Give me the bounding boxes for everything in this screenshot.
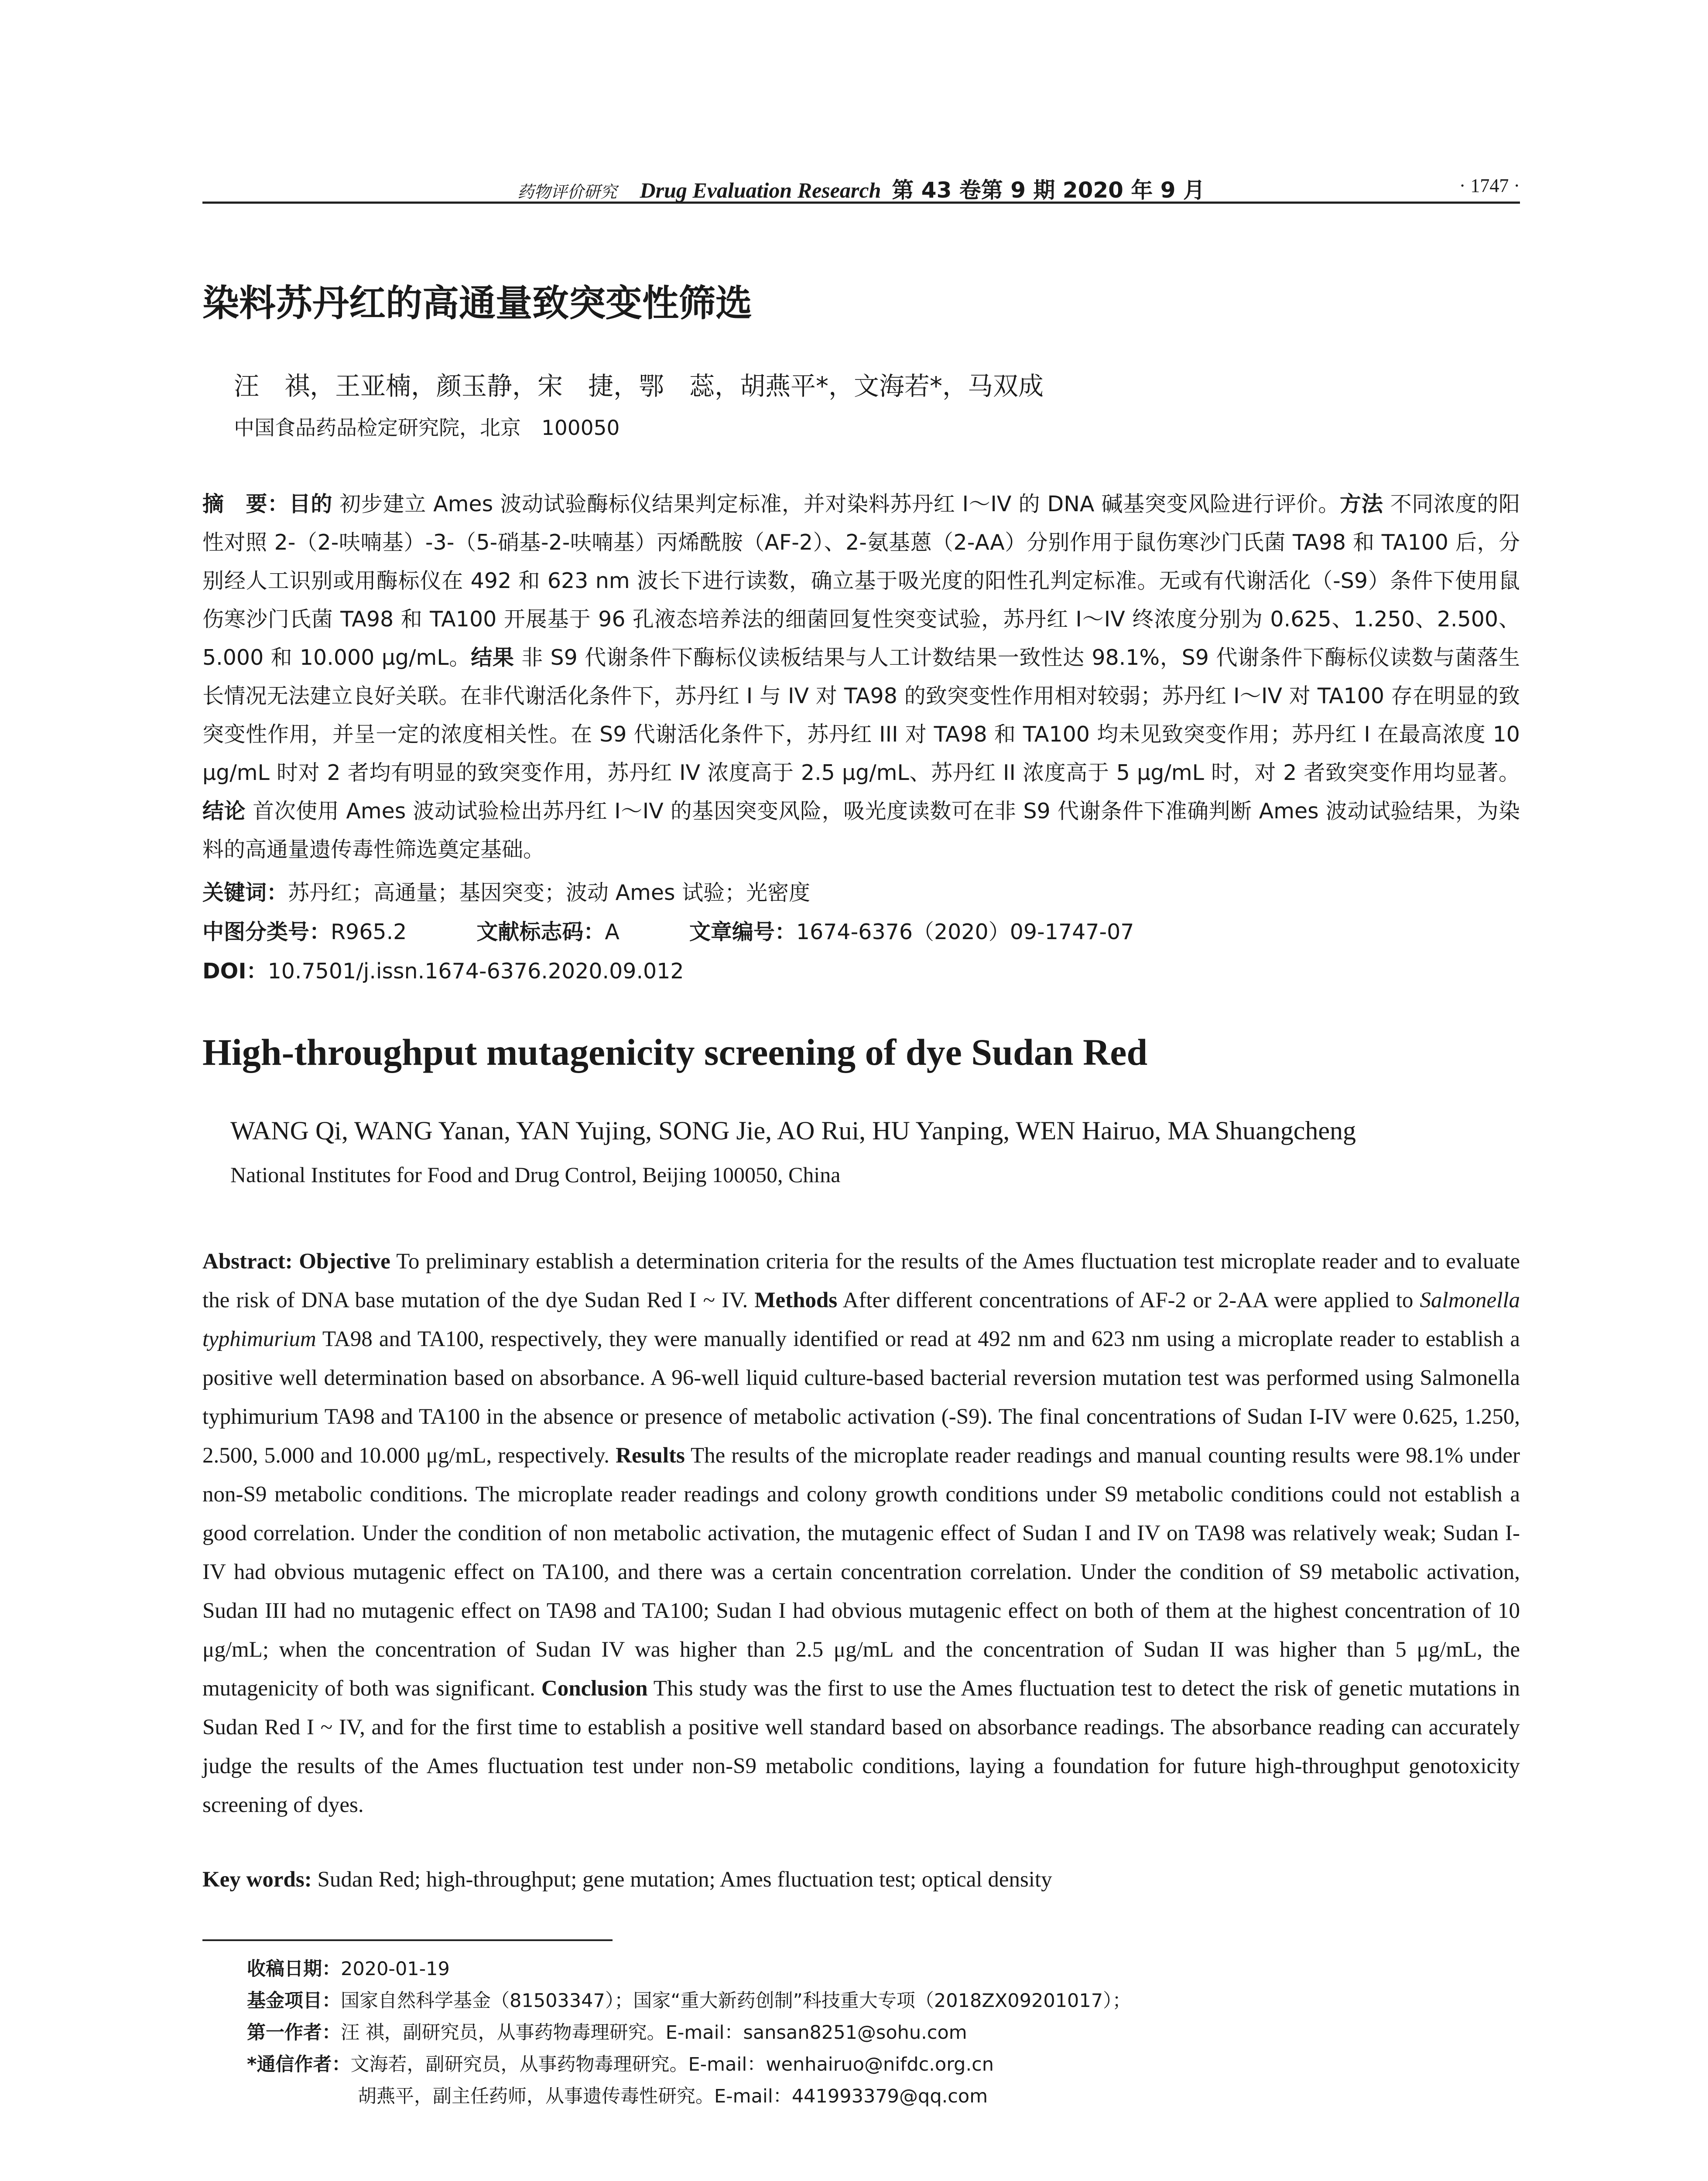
footnotes bbox=[247, 1953, 1131, 2113]
running-header bbox=[202, 169, 1520, 204]
article-no-value: 1674-6376（2020）09-1747-07 bbox=[796, 920, 1134, 944]
doi-value: 10.7501/j.issn.1674-6376.2020.09.012 bbox=[267, 959, 684, 984]
en-methods-label: Methods bbox=[754, 1288, 838, 1313]
cn-authors: 汪 祺，王亚楠，颜玉静，宋 捷，鄂 蕊，胡燕平*，文海若*，马双成 bbox=[234, 371, 1044, 401]
funding-value: 国家自然科学基金（81503347）；国家“重大新药创制”科技重大专项（2018ZX09201017）； bbox=[341, 1990, 1131, 2012]
issue-info: 第 43 卷第 9 期 2020 年 9 月 bbox=[892, 178, 1205, 203]
en-methods-pre: After different concentrations of AF-2 or 2-AA were applied to bbox=[842, 1288, 1414, 1313]
en-affiliation: National Institutes for Food and Drug Control, Beijing 100050, China bbox=[230, 1162, 841, 1187]
en-authors: WANG Qi, WANG Yanan, YAN Yujing, SONG Jie, AO Rui, HU Yanping, WEN Hairuo, MA Shuangcheng bbox=[230, 1116, 1356, 1145]
doi-line bbox=[202, 954, 684, 985]
cn-keywords-label: 关键词： bbox=[202, 880, 288, 905]
en-keywords-line bbox=[202, 1867, 1052, 1892]
en-results: The results of the microplate reader readings and manual counting results were 98.1% under non-S9 metabolic conditions. The microplate reader readings and colony growth conditions under S9 metabolic conditions could not establish a good correlation. Under the condition of non metabolic activation, the mutagenic effect of Sudan I and IV on TA98 was relatively weak; Sudan I-IV had obvious mutagenic effect on TA100, and there was a certain concentration correlation. Under the condition of S9 metabolic activation, Sudan III had no mutagenic effect on TA98 and TA100; Sudan I had obvious mutagenic effect on both of them at the highest concentration of 10 μg/mL; when the concentration of Sudan IV was higher than 2.5 μg/mL and the concentration of Sudan II was higher than 5 μg/mL, the mutagenicity of both was significant. bbox=[202, 1443, 1520, 1701]
funding-label: 基金项目： bbox=[247, 1990, 341, 2012]
received-value: 2020-01-19 bbox=[341, 1958, 450, 1980]
cn-results: 非 S9 代谢条件下酶标仪读板结果与人工计数结果一致性达 98.1%，S9 代谢条件下酶标仪读数与菌落生长情况无法建立良好关联。在非代谢活化条件下，苏丹红 I 与 IV 对 TA98 的致突变性作用相对较弱；苏丹红 I～IV 对 TA100 存在明显的致突变性作用，并呈一定的浓度相关性。在 S9 代谢活化条件下，苏丹红 III 对 TA98 和 TA100 均未见致突变作用；苏丹红 I 在最高浓度 10 μg/mL 时对 2 者均有明显的致突变作用，苏丹红 IV 浓度高于 2.5 μg/mL、苏丹红 II 浓度高于 5 μg/mL 时，对 2 者致突变作用均显著。 bbox=[202, 645, 1520, 785]
en-keywords: Sudan Red; high-throughput; gene mutation; Ames fluctuation test; optical density bbox=[317, 1867, 1052, 1892]
en-abstract-label: Abstract: bbox=[202, 1249, 293, 1274]
cn-abstract bbox=[202, 485, 1520, 869]
doc-code-value: A bbox=[605, 920, 620, 944]
footnote-funding bbox=[247, 1985, 1131, 2017]
corresponding-label: *通信作者： bbox=[247, 2054, 351, 2075]
footnote-divider bbox=[202, 1939, 613, 1941]
cn-keywords: 苏丹红；高通量；基因突变；波动 Ames 试验；光密度 bbox=[288, 880, 811, 905]
corresponding-author-1: 文海若，副研究员，从事药物毒理研究。E-mail：wenhairuo@nifdc.org.cn bbox=[350, 2054, 994, 2075]
cn-title: 染料苏丹红的高通量致突变性筛选 bbox=[202, 282, 753, 325]
footnote-corresponding bbox=[247, 2049, 1131, 2081]
cn-objective: 初步建立 Ames 波动试验酶标仪结果判定标准，并对染料苏丹红 I～IV 的 DNA 碱基突变风险进行评价。 bbox=[339, 492, 1340, 516]
journal-logo: 药物评价研究 bbox=[517, 182, 617, 202]
footnote-first-author bbox=[247, 2017, 1131, 2049]
first-author-value: 汪 祺，副研究员，从事药物毒理研究。E-mail：sansan8251@sohu.com bbox=[341, 2022, 967, 2044]
en-abstract bbox=[202, 1242, 1520, 1825]
journal-info bbox=[202, 173, 1520, 204]
article-no-label: 文章编号： bbox=[689, 920, 796, 944]
cn-methods: 不同浓度的阳性对照 2-（2-呋喃基）-3-（5-硝基-2-呋喃基）丙烯酰胺（AF-2）、2-氨基蒽（2-AA）分别作用于鼠伤寒沙门氏菌 TA98 和 TA100 后，分别经人工识别或用酶标仪在 492 和 623 nm 波长下进行读数，确立基于吸光度的阳性孔判定标准。无或有代谢活化（-S9）条件下使用鼠伤寒沙门氏菌 TA98 和 TA100 开展基于 96 孔液态培养法的细菌回复性突变试验，苏丹红 I～IV 终浓度分别为 0.625、1.250、2.500、5.000 和 10.000 μg/mL。 bbox=[202, 492, 1520, 670]
en-keywords-label: Key words: bbox=[202, 1867, 312, 1892]
first-author-label: 第一作者： bbox=[247, 2022, 341, 2044]
corresponding-author-2: 胡燕平，副主任药师，从事遗传毒性研究。E-mail：441993379@qq.com bbox=[358, 2085, 988, 2107]
en-methods-species: Salmonella typhimurium bbox=[202, 1288, 1520, 1351]
cn-methods-label: 方法 bbox=[1340, 492, 1383, 516]
en-objective-label: Objective bbox=[299, 1249, 390, 1274]
clc-label: 中图分类号： bbox=[202, 920, 331, 944]
cn-keywords-line bbox=[202, 876, 810, 906]
clc-value: R965.2 bbox=[331, 920, 407, 944]
doi-label: DOI： bbox=[202, 959, 268, 984]
en-conclusion: This study was the first to use the Ames fluctuation test to detect the risk of genetic mutations in Sudan Red I ~ IV, and for the first time to establish a positive well standard based on absorbance readings. The absorbance reading can accurately judge the results of the Ames fluctuation test under non-S9 metabolic conditions, laying a foundation for future high-throughput genotoxicity screening of dyes. bbox=[202, 1676, 1520, 1817]
cn-affiliation: 中国食品药品检定研究院，北京 100050 bbox=[234, 416, 620, 440]
cn-objective-label: 目的 bbox=[289, 492, 333, 516]
footnote-received bbox=[247, 1953, 1131, 1985]
cn-results-label: 结果 bbox=[471, 645, 514, 670]
cn-conclusion-label: 结论 bbox=[202, 799, 246, 824]
en-methods-post: TA98 and TA100, respectively, they were manually identified or read at 492 nm and 623 nm using a microplate reader to establish a positive well determination based on absorbance. A 96-well liquid culture-based bacterial reversion mutation test was performed using Salmonella typhimurium TA98 and TA100 in the absence or presence of metabolic activation (-S9). The final concentrations of Sudan I-IV were 0.625, 1.250, 2.500, 5.000 and 10.000 μg/mL, respectively. bbox=[202, 1327, 1520, 1468]
en-title: High-throughput mutagenicity screening of dye Sudan Red bbox=[202, 1031, 1148, 1073]
doc-code-label: 文献标志码： bbox=[476, 920, 605, 944]
cn-abstract-label: 摘 要： bbox=[202, 492, 289, 516]
en-conclusion-label: Conclusion bbox=[541, 1676, 648, 1701]
en-objective: To preliminary establish a determination criteria for the results of the Ames fluctuation test microplate reader and to evaluate the risk of DNA base mutation of the dye Sudan Red I ~ IV. bbox=[202, 1249, 1520, 1313]
en-results-label: Results bbox=[616, 1443, 685, 1468]
journal-title-en: Drug Evaluation Research bbox=[640, 178, 881, 202]
cn-classification-line bbox=[202, 915, 1134, 946]
cn-conclusion: 首次使用 Ames 波动试验检出苏丹红 I～IV 的基因突变风险，吸光度读数可在非 S9 代谢条件下准确判断 Ames 波动试验结果，为染料的高通量遗传毒性筛选奠定基础。 bbox=[202, 799, 1520, 862]
received-label: 收稿日期： bbox=[247, 1958, 341, 1980]
footnote-corresponding-2 bbox=[247, 2081, 1131, 2113]
page-number: · 1747 · bbox=[1459, 175, 1520, 196]
